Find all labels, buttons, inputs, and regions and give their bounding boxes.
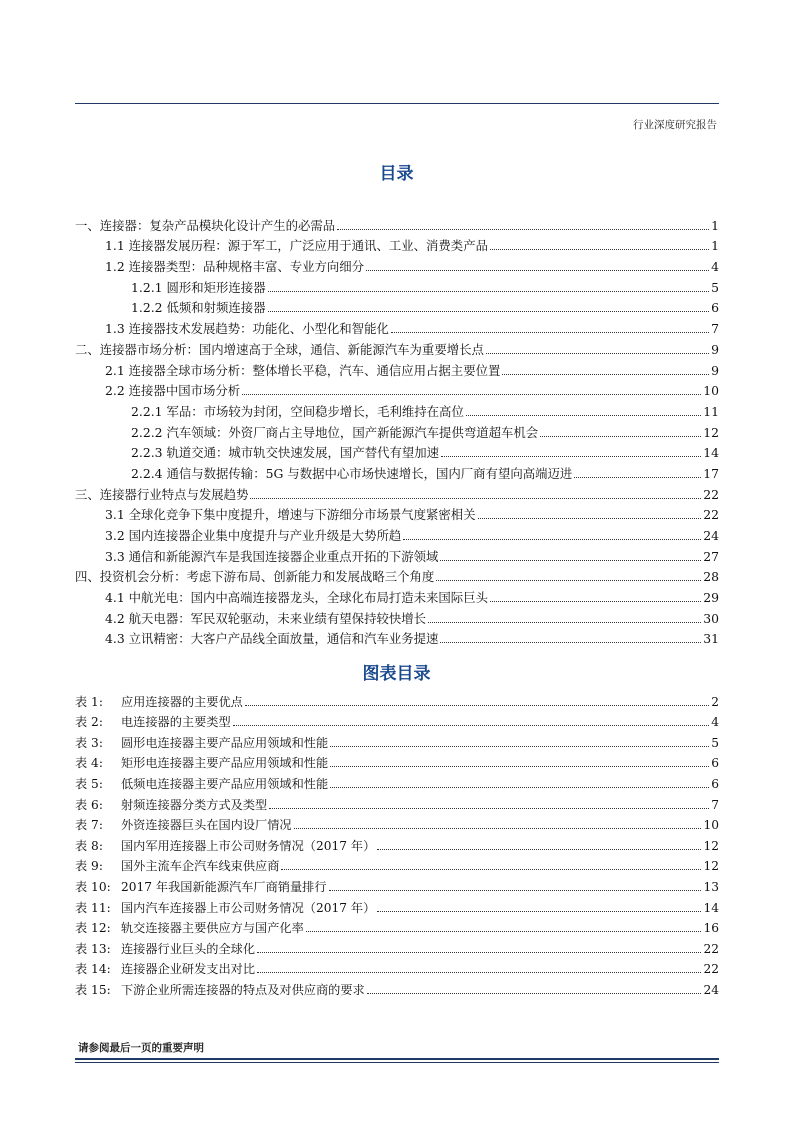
figure-label: 表 10:: [75, 879, 111, 894]
dot-leader: [466, 415, 701, 416]
toc-entry[interactable]: [75, 233, 719, 254]
figure-entry[interactable]: [75, 709, 719, 730]
toc-entry[interactable]: [75, 398, 719, 419]
figure-label: 表 12:: [75, 921, 111, 936]
figure-page-number: 12: [703, 859, 719, 874]
figure-title: 国外主流车企汽车线束供应商: [121, 859, 280, 874]
toc-entry[interactable]: [75, 336, 719, 357]
figure-title: 轨交连接器主要供应方与国产化率: [121, 921, 304, 936]
toc-page-number: 28: [703, 569, 719, 585]
dot-leader: [330, 766, 709, 767]
toc-page-number: 5: [711, 279, 719, 295]
figure-label: 表 2:: [75, 715, 103, 730]
figure-entry[interactable]: [75, 770, 719, 791]
table-of-contents: [75, 212, 719, 646]
figure-title: 国内军用连接器上市公司财务情况（2017 年）: [121, 838, 376, 853]
toc-page-number: 9: [711, 362, 719, 378]
toc-entry-title: 1.2.2 低频和射频连接器: [131, 300, 266, 316]
dot-leader: [478, 518, 702, 519]
dot-leader: [377, 911, 701, 912]
figure-label: 表 6:: [75, 797, 103, 812]
figure-entry[interactable]: [75, 688, 719, 709]
toc-entry[interactable]: [75, 378, 719, 399]
dot-leader: [257, 972, 701, 973]
toc-page-number: 1: [711, 238, 719, 254]
dot-leader: [367, 993, 702, 994]
toc-entry[interactable]: [75, 357, 719, 378]
toc-entry-title: 一、连接器：复杂产品模块化设计产生的必需品: [75, 217, 336, 233]
figure-title: 电连接器的主要类型: [121, 715, 231, 730]
toc-entry[interactable]: [75, 522, 719, 543]
toc-page-number: 17: [703, 465, 719, 481]
figure-entry[interactable]: [75, 976, 719, 997]
toc-entry[interactable]: [75, 481, 719, 502]
toc-entry-title: 2.2 连接器中国市场分析: [105, 383, 241, 399]
dot-leader: [391, 332, 709, 333]
toc-entry-title: 2.2.3 轨道交通：城市轨交快速发展，国产替代有望加速: [131, 445, 440, 461]
dot-leader: [436, 580, 701, 581]
toc-entry-title: 四、投资机会分析：考虑下游布局、创新能力和发展战略三个角度: [75, 569, 435, 585]
dot-leader: [574, 477, 701, 478]
dot-leader: [250, 498, 701, 499]
figure-page-number: 22: [703, 941, 719, 956]
toc-entry-title: 4.2 航天电器：军民双轮驱动，未来业绩有望保持较快增长: [105, 610, 427, 626]
figure-index-title: 图表目录: [362, 664, 431, 684]
toc-entry[interactable]: [75, 274, 719, 295]
toc-entry[interactable]: [75, 315, 719, 336]
dot-leader: [441, 456, 701, 457]
toc-entry-title: 1.2.1 圆形和矩形连接器: [131, 279, 266, 295]
figure-entry[interactable]: [75, 750, 719, 771]
toc-page-number: 9: [711, 341, 719, 357]
toc-entry-title: 2.2.1 军品：市场较为封闭，空间稳步增长，毛利维持在高位: [131, 403, 464, 419]
dot-leader: [440, 560, 701, 561]
toc-entry[interactable]: [75, 605, 719, 626]
toc-page-number: 14: [703, 445, 719, 461]
dot-leader: [329, 890, 702, 891]
figure-title: 射频连接器分类方式及类型: [121, 797, 268, 812]
toc-page-number: 27: [703, 548, 719, 564]
toc-entry-title: 3.2 国内连接器企业集中度提升与产业升级是大势所趋: [105, 528, 402, 543]
toc-page-number: 11: [703, 403, 719, 419]
header-rule: [75, 103, 719, 104]
figure-index: [75, 688, 719, 997]
figure-entry[interactable]: [75, 894, 719, 915]
dot-leader: [242, 394, 701, 395]
toc-entry-title: 1.1 连接器发展历程：源于军工，广泛应用于通讯、工业、消费类产品: [105, 238, 488, 254]
toc-entry[interactable]: [75, 419, 719, 440]
figure-title: 外资连接器巨头在国内设厂情况: [121, 818, 292, 833]
toc-page-number: 31: [703, 631, 719, 647]
toc-entry-title: 2.2.4 通信与数据传输：5G 与数据中心市场快速增长，国内厂商有望向高端迈进: [131, 465, 573, 481]
figure-page-number: 6: [711, 776, 719, 791]
toc-entry[interactable]: [75, 460, 719, 481]
figure-entry[interactable]: [75, 853, 719, 874]
dot-leader: [294, 828, 702, 829]
dot-leader: [428, 622, 701, 623]
figure-title: 2017 年我国新能源汽车厂商销量排行: [121, 879, 327, 894]
toc-entry-title: 4.1 中航光电：国内中高端连接器龙头，全球化布局打造未来国际巨头: [105, 590, 488, 606]
figure-title: 低频电连接器主要产品应用领域和性能: [121, 776, 329, 791]
dot-leader: [330, 746, 709, 747]
toc-page-number: 1: [711, 217, 719, 233]
figure-entry[interactable]: [75, 812, 719, 833]
toc-entry-title: 3.1 全球化竞争下集中度提升，增速与下游细分市场景气度紧密相关: [105, 507, 476, 523]
toc-page-number: 12: [703, 424, 719, 440]
figure-title: 圆形电连接器主要产品应用领域和性能: [121, 735, 329, 750]
toc-page-number: 4: [711, 259, 719, 275]
toc-entry[interactable]: [75, 212, 719, 233]
figure-label: 表 4:: [75, 756, 103, 771]
figure-entry[interactable]: [75, 873, 719, 894]
toc-page-number: 7: [711, 321, 719, 337]
footer-rule-thin: [75, 1062, 719, 1063]
dot-leader: [330, 787, 709, 788]
toc-entry[interactable]: [75, 564, 719, 585]
toc-entry-title: 三、连接器行业特点与发展趋势: [75, 486, 249, 502]
figure-entry[interactable]: [75, 791, 719, 812]
figure-page-number: 7: [711, 797, 719, 812]
toc-entry[interactable]: [75, 626, 719, 647]
figure-page-number: 24: [703, 982, 719, 997]
figure-page-number: 4: [711, 715, 719, 730]
dot-leader: [490, 249, 709, 250]
dot-leader: [306, 931, 702, 932]
toc-page-number: 22: [703, 486, 719, 502]
toc-entry-title: 3.3 通信和新能源汽车是我国连接器企业重点开拓的下游领域: [105, 548, 439, 564]
toc-page-number: 29: [703, 590, 719, 606]
dot-leader: [366, 270, 709, 271]
toc-page-number: 6: [711, 300, 719, 316]
toc-title: 目录: [379, 164, 414, 184]
figure-page-number: 10: [703, 818, 719, 833]
toc-entry-title: 2.1 连接器全球市场分析：整体增长平稳，汽车、通信应用占据主要位置: [105, 362, 501, 378]
toc-entry[interactable]: [75, 440, 719, 461]
toc-entry[interactable]: [75, 295, 719, 316]
dot-leader: [403, 539, 701, 540]
figure-label: 表 5:: [75, 776, 103, 791]
figure-page-number: 16: [703, 921, 719, 936]
figure-title: 国内汽车连接器上市公司财务情况（2017 年）: [121, 900, 376, 915]
figure-page-number: 22: [703, 962, 719, 977]
report-type-label: 行业深度研究报告: [633, 119, 717, 131]
dot-leader: [281, 869, 701, 870]
dot-leader: [257, 952, 701, 953]
figure-page-number: 6: [711, 756, 719, 771]
figure-page-number: 14: [703, 900, 719, 915]
toc-entry[interactable]: [75, 584, 719, 605]
figure-entry[interactable]: [75, 956, 719, 977]
figure-page-number: 12: [703, 838, 719, 853]
figure-label: 表 3:: [75, 735, 103, 750]
figure-page-number: 13: [703, 879, 719, 894]
toc-page-number: 24: [703, 528, 719, 543]
dot-leader: [502, 374, 709, 375]
toc-entry-title: 4.3 立讯精密：大客户产品线全面放量，通信和汽车业务提速: [105, 631, 439, 647]
dot-leader: [245, 705, 709, 706]
dot-leader: [233, 725, 709, 726]
figure-entry[interactable]: [75, 935, 719, 956]
figure-label: 表 13:: [75, 941, 111, 956]
disclaimer-note: 请参阅最后一页的重要声明: [78, 1042, 204, 1054]
figure-label: 表 15:: [75, 982, 111, 997]
figure-page-number: 2: [711, 694, 719, 709]
dot-leader: [540, 436, 701, 437]
figure-label: 表 1:: [75, 694, 103, 709]
toc-entry-title: 1.2 连接器类型：品种规格丰富、专业方向细分: [105, 259, 365, 275]
toc-entry[interactable]: [75, 253, 719, 274]
figure-label: 表 9:: [75, 859, 103, 874]
dot-leader: [440, 642, 701, 643]
figure-page-number: 5: [711, 735, 719, 750]
dot-leader: [269, 808, 709, 809]
dot-leader: [268, 311, 709, 312]
figure-label: 表 8:: [75, 838, 103, 853]
figure-entry[interactable]: [75, 832, 719, 853]
dot-leader: [486, 353, 709, 354]
toc-entry-title: 2.2.2 汽车领域：外资厂商占主导地位，国产新能源汽车提供弯道超车机会: [131, 424, 539, 440]
toc-page-number: 30: [703, 610, 719, 626]
figure-title: 下游企业所需连接器的特点及对供应商的要求: [121, 982, 365, 997]
toc-entry-title: 二、连接器市场分析：国内增速高于全球，通信、新能源汽车为重要增长点: [75, 341, 484, 357]
footer-rule: [75, 1058, 719, 1060]
figure-label: 表 7:: [75, 818, 103, 833]
figure-title: 连接器企业研发支出对比: [121, 962, 256, 977]
toc-entry[interactable]: [75, 543, 719, 564]
toc-entry-title: 1.3 连接器技术发展趋势：功能化、小型化和智能化: [105, 321, 389, 337]
toc-page-number: 10: [703, 383, 719, 399]
dot-leader: [337, 229, 709, 230]
figure-entry[interactable]: [75, 915, 719, 936]
figure-label: 表 14:: [75, 962, 111, 977]
toc-page-number: 22: [703, 507, 719, 523]
figure-title: 矩形电连接器主要产品应用领域和性能: [121, 756, 329, 771]
toc-entry[interactable]: [75, 502, 719, 523]
dot-leader: [268, 291, 709, 292]
dot-leader: [490, 601, 701, 602]
figure-entry[interactable]: [75, 729, 719, 750]
figure-title: 应用连接器的主要优点: [121, 694, 243, 709]
figure-title: 连接器行业巨头的全球化: [121, 941, 256, 956]
figure-label: 表 11:: [75, 900, 111, 915]
dot-leader: [377, 849, 701, 850]
